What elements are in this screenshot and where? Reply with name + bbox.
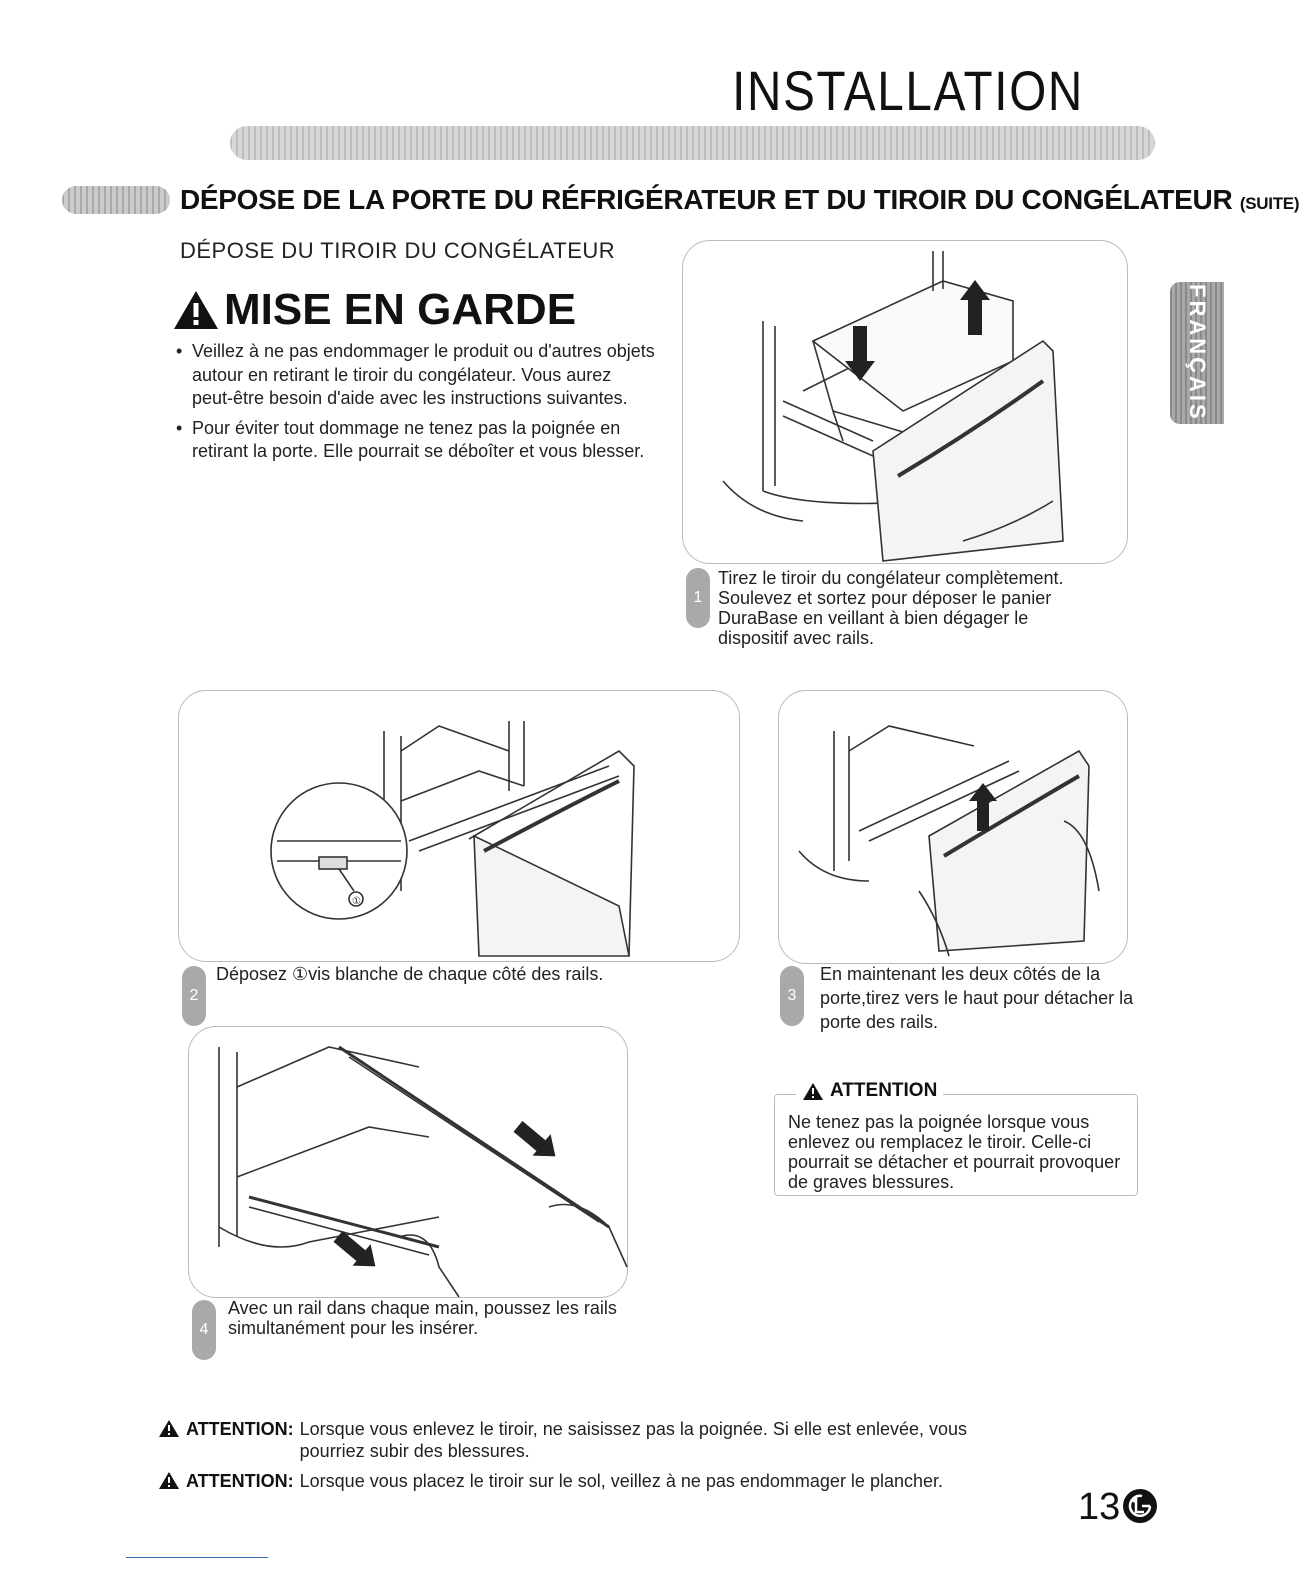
step-badge [182,966,206,1026]
footer-rule [126,1557,268,1558]
language-tab-label: FRANÇAIS [1185,284,1210,422]
step-badge [192,1300,216,1360]
attention-text: Ne tenez pas la poignée lorsque vous enlevez ou remplacez le tiroir. Celle-ci pourrait se détacher et pourrait provoquer de graves blessures. [788,1112,1121,1192]
step-number: 1 [693,589,703,606]
lg-logo-icon [1122,1488,1158,1524]
attention-label-text: ATTENTION [830,1080,938,1101]
section-pill [62,186,170,214]
rails-insert-illustration [189,1027,627,1297]
warning-item: • Veillez à ne pas endommager le produit ou d'autres objets autour en retirant le tiroir du congélateur. Vous aurez peut-être besoin d'aide avec les instructions suivantes. [176,340,656,411]
bottom-note-label: ATTENTION: [186,1419,294,1439]
warning-triangle-icon [158,1419,180,1438]
warning-triangle-icon [158,1471,180,1490]
step-number: 4 [199,1321,209,1338]
header-bar [230,126,1155,160]
bottom-note [158,1470,1058,1492]
subheading: DÉPOSE DU TIROIR DU CONGÉLATEUR [180,238,616,263]
warning-triangle-icon [172,289,220,331]
step-text: Déposez ①vis blanche de chaque côté des rails. [216,964,604,984]
figure-step-2 [178,690,740,962]
drawer-rails-screw-illustration [179,691,739,961]
drawer-basket-illustration [683,241,1127,563]
step-number: 2 [189,987,199,1004]
section-title [180,184,1299,216]
step-text: En maintenant les deux côtés de la porte,tirez vers le haut pour détacher la porte des rails. [820,964,1134,1032]
bottom-note [158,1418,1038,1462]
warning-item: • Pour éviter tout dommage ne tenez pas la poignée en retirant la porte. Elle pourrait se déboîter et vous blesser. [176,417,656,464]
page-number: 13 [1078,1486,1121,1528]
step-text: Tirez le tiroir du congélateur complètement. Soulevez et sortez pour déposer le panier DuraBase en veillant à bien dégager le dispositif avec rails. [718,568,1064,648]
figure-step-3 [778,690,1128,964]
step-badge [686,568,710,628]
bottom-note-text: Lorsque vous enlevez le tiroir, ne saisissez pas la poignée. Si elle est enlevée, vous pourriez subir des blessures. [299,1419,968,1461]
step-badge [780,966,804,1026]
warning-heading [172,285,576,335]
bottom-note-text: Lorsque vous placez le tiroir sur le sol, veillez à ne pas endommager le plancher. [299,1471,943,1491]
language-tab [1170,282,1224,424]
section-title-text: DÉPOSE DE LA PORTE DU RÉFRIGÉRATEUR ET DU TIROIR DU CONGÉLATEUR [180,184,1233,215]
drawer-door-lift-illustration [779,691,1127,963]
figure-step-4 [188,1026,628,1298]
figure-callout: ① [352,896,361,907]
step-number: 3 [787,987,797,1004]
warning-heading-text: MISE EN GARDE [224,285,577,334]
page-header-title: INSTALLATION [732,59,1084,122]
warning-triangle-icon [802,1082,824,1101]
attention-label [796,1080,943,1102]
figure-step-1 [682,240,1128,564]
section-title-suffix: (SUITE) [1239,194,1299,213]
bottom-note-label: ATTENTION: [186,1471,294,1491]
step-text: Avec un rail dans chaque main, poussez les rails simultanément pour les insérer. [228,1298,617,1338]
warning-list [176,340,656,470]
